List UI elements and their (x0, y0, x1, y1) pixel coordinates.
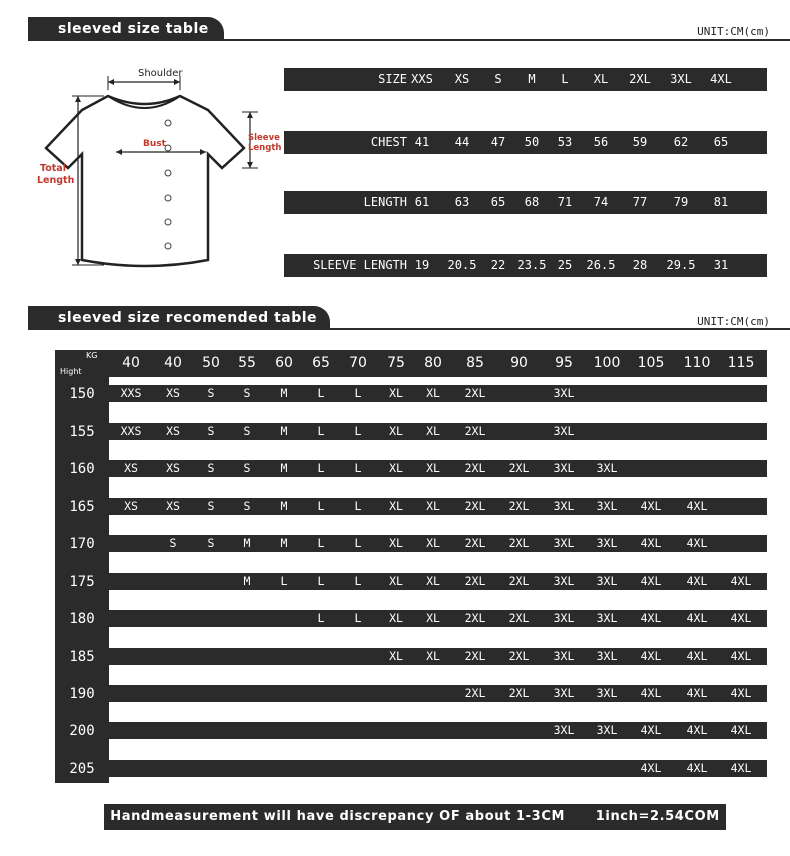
size-recommendation-cell: L (280, 574, 288, 588)
size-recommendation-cell: XS (166, 424, 180, 438)
height-label: 205 (69, 761, 95, 777)
size-cell: 44 (454, 135, 470, 149)
size-recommendation-cell: XS (166, 386, 180, 400)
size-cell: 63 (454, 195, 470, 209)
section-title-size-table: sleeved size table (28, 17, 224, 41)
size-recommendation-cell: 3XL (596, 499, 618, 513)
size-recommendation-cell: XL (389, 536, 403, 550)
size-recommendation-cell: 2XL (464, 461, 486, 475)
size-recommendation-cell: 3XL (596, 574, 618, 588)
height-label: 190 (69, 686, 95, 702)
size-recommendation-cell: L (354, 386, 362, 400)
height-label: 150 (69, 386, 95, 402)
size-cell: 47 (490, 135, 506, 149)
weight-header: 90 (510, 355, 528, 371)
shirt-outline (46, 96, 244, 266)
size-recommendation-cell: XS (124, 461, 138, 475)
size-recommendation-cell: L (354, 461, 362, 475)
size-recommendation-cell: 3XL (596, 611, 618, 625)
sleeve-label-line2: Length (248, 143, 282, 153)
size-recommendation-cell: XL (426, 499, 440, 513)
size-recommendation-cell: XL (389, 649, 403, 663)
table-row (109, 498, 767, 515)
size-recommendation-cell: 3XL (596, 649, 618, 663)
size-recommendation-cell: 4XL (686, 723, 708, 737)
weight-header: 110 (683, 355, 711, 371)
size-recommendation-cell: 2XL (508, 611, 530, 625)
size-recommendation-cell: XL (426, 611, 440, 625)
size-recommendation-cell: XL (426, 424, 440, 438)
table-row (109, 610, 767, 627)
size-recommendation-cell: 2XL (464, 499, 486, 513)
size-cell: 50 (524, 135, 540, 149)
size-recommendation-cell: XL (389, 611, 403, 625)
size-recommendation-cell: L (354, 574, 362, 588)
size-recommendation-cell: 3XL (553, 686, 575, 700)
size-recommendation-cell: 4XL (730, 761, 752, 775)
size-cell: 53 (557, 135, 573, 149)
size-recommendation-cell: XL (389, 461, 403, 475)
size-recommendation-cell: 3XL (553, 536, 575, 550)
size-cell: 74 (593, 195, 609, 209)
height-label: 180 (69, 611, 95, 627)
weight-header: 65 (312, 355, 330, 371)
size-cell: 71 (557, 195, 573, 209)
table-row (109, 460, 767, 477)
unit-label-2: UNIT:CM(cm) (697, 315, 770, 328)
size-recommendation-cell: 4XL (686, 649, 708, 663)
weight-header: 115 (727, 355, 755, 371)
size-cell: 77 (632, 195, 648, 209)
size-cell: 41 (414, 135, 430, 149)
size-recommendation-cell: 4XL (640, 686, 662, 700)
size-cell: 65 (490, 195, 506, 209)
size-recommendation-cell: 4XL (686, 499, 708, 513)
size-recommendation-cell: S (169, 536, 177, 550)
weight-header: 70 (349, 355, 367, 371)
unit-label: UNIT:CM(cm) (697, 25, 770, 38)
size-recommendation-cell: 3XL (553, 461, 575, 475)
size-recommendation-cell: 4XL (730, 723, 752, 737)
size-recommendation-cell: 4XL (640, 761, 662, 775)
total-label-line2: Length (37, 175, 75, 186)
size-cell: 19 (414, 258, 430, 272)
table-row (109, 573, 767, 590)
size-row (284, 68, 767, 91)
size-cell: 65 (713, 135, 729, 149)
size-recommendation-cell: 4XL (730, 649, 752, 663)
size-recommendation-cell: 4XL (686, 686, 708, 700)
size-recommendation-cell: L (354, 499, 362, 513)
size-recommendation-cell: XL (389, 574, 403, 588)
size-recommendation-cell: XL (426, 386, 440, 400)
size-recommendation-cell: 3XL (596, 686, 618, 700)
size-row-label: CHEST (370, 135, 407, 149)
size-recommendation-cell: XXS (120, 386, 142, 400)
size-recommendation-cell: L (317, 536, 325, 550)
size-recommendation-cell: 4XL (686, 611, 708, 625)
size-cell: 23.5 (517, 258, 547, 272)
size-recommendation-cell: 2XL (508, 499, 530, 513)
table-row (109, 648, 767, 665)
size-recommendation-cell: L (317, 611, 325, 625)
size-recommendation-cell: L (354, 611, 362, 625)
size-recommendation-cell: XL (389, 499, 403, 513)
size-recommendation-cell: XL (426, 649, 440, 663)
corner-kg-label: KG (86, 351, 98, 360)
height-column (55, 350, 109, 783)
weight-header: 40 (122, 355, 140, 371)
size-recommendation-cell: XL (389, 386, 403, 400)
size-cell: 20.5 (447, 258, 477, 272)
height-label: 200 (69, 723, 95, 739)
size-recommendation-cell: 2XL (464, 649, 486, 663)
shoulder-label: Shoulder (138, 68, 183, 79)
size-recommendation-cell: 4XL (730, 686, 752, 700)
size-cell: 29.5 (666, 258, 696, 272)
size-recommendation-cell: M (280, 461, 288, 475)
size-recommendation-cell: XL (426, 461, 440, 475)
size-cell: 81 (713, 195, 729, 209)
size-recommendation-cell: 2XL (508, 686, 530, 700)
total-length-label (37, 163, 74, 187)
corner-height-label: Hight (60, 367, 82, 376)
size-recommendation-cell: 2XL (464, 574, 486, 588)
size-recommendation-cell: XXS (120, 424, 142, 438)
size-recommendation-cell: S (207, 536, 215, 550)
size-cell: L (561, 72, 569, 86)
size-cell: M (528, 72, 536, 86)
sleeve-length-label (248, 133, 281, 153)
size-recommendation-cell: 2XL (464, 611, 486, 625)
weight-header: 85 (466, 355, 484, 371)
size-row-label: LENGTH (363, 195, 407, 209)
height-label: 175 (69, 574, 95, 590)
size-recommendation-cell: M (280, 386, 288, 400)
table-row (109, 760, 767, 777)
size-recommendation-cell: S (207, 499, 215, 513)
size-recommendation-cell: 3XL (553, 611, 575, 625)
size-recommendation-cell: M (243, 574, 251, 588)
size-cell: 68 (524, 195, 540, 209)
size-recommendation-cell: 4XL (640, 649, 662, 663)
size-recommendation-cell: 4XL (686, 536, 708, 550)
size-recommendation-cell: 2XL (508, 536, 530, 550)
size-row-label: SIZE (378, 72, 407, 86)
section-rule (28, 39, 790, 41)
size-cell: 56 (593, 135, 609, 149)
height-label: 160 (69, 461, 95, 477)
height-label: 165 (69, 499, 95, 515)
size-recommendation-cell: S (207, 424, 215, 438)
size-cell: 79 (673, 195, 689, 209)
table-row (109, 722, 767, 739)
weight-header: 40 (164, 355, 182, 371)
weight-header: 55 (238, 355, 256, 371)
size-recommendation-cell: 2XL (508, 461, 530, 475)
size-recommendation-cell: XS (166, 461, 180, 475)
height-label: 170 (69, 536, 95, 552)
size-recommendation-cell: L (354, 424, 362, 438)
size-recommendation-cell: 2XL (464, 536, 486, 550)
weight-header: 95 (555, 355, 573, 371)
size-recommendation-cell: M (243, 536, 251, 550)
table-row (109, 423, 767, 440)
size-cell: S (494, 72, 502, 86)
size-recommendation-cell: XS (166, 499, 180, 513)
size-recommendation-cell: 3XL (596, 461, 618, 475)
size-recommendation-cell: 3XL (596, 723, 618, 737)
size-recommendation-cell: 4XL (640, 574, 662, 588)
size-row (284, 254, 767, 277)
size-cell: 28 (632, 258, 648, 272)
size-recommendation-cell: S (243, 386, 251, 400)
size-recommendation-cell: 4XL (686, 574, 708, 588)
size-cell: XS (454, 72, 470, 86)
size-cell: 59 (632, 135, 648, 149)
size-recommendation-cell: L (354, 536, 362, 550)
total-label-line1: Total (40, 163, 66, 174)
weight-header: 75 (387, 355, 405, 371)
size-recommendation-cell: 3XL (596, 536, 618, 550)
size-recommendation-cell: S (243, 424, 251, 438)
size-recommendation-cell: 2XL (464, 386, 486, 400)
size-row-label: SLEEVE LENGTH (313, 258, 407, 272)
height-label: 155 (69, 424, 95, 440)
size-cell: 2XL (629, 72, 651, 86)
bust-label: Bust (143, 139, 166, 149)
size-recommendation-cell: 3XL (553, 574, 575, 588)
size-recommendation-cell: XL (426, 574, 440, 588)
weight-header: 105 (637, 355, 665, 371)
size-recommendation-cell: XS (124, 499, 138, 513)
size-recommendation-cell: L (317, 461, 325, 475)
sleeve-label-line1: Sleeve (248, 133, 280, 143)
size-recommendation-cell: 2XL (464, 686, 486, 700)
section-title-recommended-table: sleeved size recomended table (28, 306, 330, 330)
size-cell: 3XL (670, 72, 692, 86)
size-cell: 26.5 (586, 258, 616, 272)
size-recommendation-cell: S (243, 499, 251, 513)
size-recommendation-cell: M (280, 499, 288, 513)
size-recommendation-cell: 2XL (464, 424, 486, 438)
size-row (284, 131, 767, 154)
size-recommendation-cell: XL (426, 536, 440, 550)
size-recommendation-cell: 4XL (640, 536, 662, 550)
size-recommendation-cell: 4XL (640, 611, 662, 625)
size-recommendation-cell: M (280, 536, 288, 550)
size-recommendation-cell: 4XL (640, 723, 662, 737)
weight-header: 60 (275, 355, 293, 371)
size-recommendation-cell: 3XL (553, 424, 575, 438)
weight-header: 80 (424, 355, 442, 371)
size-recommendation-cell: M (280, 424, 288, 438)
table-row (109, 385, 767, 402)
size-cell: 61 (414, 195, 430, 209)
size-recommendation-cell: L (317, 574, 325, 588)
size-recommendation-cell: L (317, 424, 325, 438)
size-recommendation-cell: S (207, 386, 215, 400)
size-recommendation-cell: 2XL (508, 649, 530, 663)
size-recommendation-cell: 3XL (553, 649, 575, 663)
weight-header: 100 (593, 355, 621, 371)
size-recommendation-cell: 4XL (640, 499, 662, 513)
size-recommendation-cell: S (207, 461, 215, 475)
size-cell: XXS (411, 72, 433, 86)
size-recommendation-cell: 4XL (730, 574, 752, 588)
section-rule-2 (28, 328, 790, 330)
size-row (284, 191, 767, 214)
size-recommendation-cell: S (243, 461, 251, 475)
size-cell: XL (593, 72, 609, 86)
size-cell: 4XL (710, 72, 732, 86)
size-cell: 62 (673, 135, 689, 149)
size-recommendation-cell: 3XL (553, 723, 575, 737)
size-recommendation-cell: 3XL (553, 386, 575, 400)
size-cell: 22 (490, 258, 506, 272)
size-recommendation-cell: 4XL (730, 611, 752, 625)
table-row (109, 535, 767, 552)
size-recommendation-cell: 2XL (508, 574, 530, 588)
size-recommendation-cell: 3XL (553, 499, 575, 513)
table-row (109, 685, 767, 702)
height-label: 185 (69, 649, 95, 665)
size-cell: 25 (557, 258, 573, 272)
footer-note: Handmeasurement will have discrepancy OF about 1-3CM 1inch=2.54COM (104, 804, 726, 830)
size-recommendation-cell: L (317, 499, 325, 513)
size-cell: 31 (713, 258, 729, 272)
size-recommendation-cell: XL (389, 424, 403, 438)
size-recommendation-cell: 4XL (686, 761, 708, 775)
weight-header: 50 (202, 355, 220, 371)
size-recommendation-cell: L (317, 386, 325, 400)
